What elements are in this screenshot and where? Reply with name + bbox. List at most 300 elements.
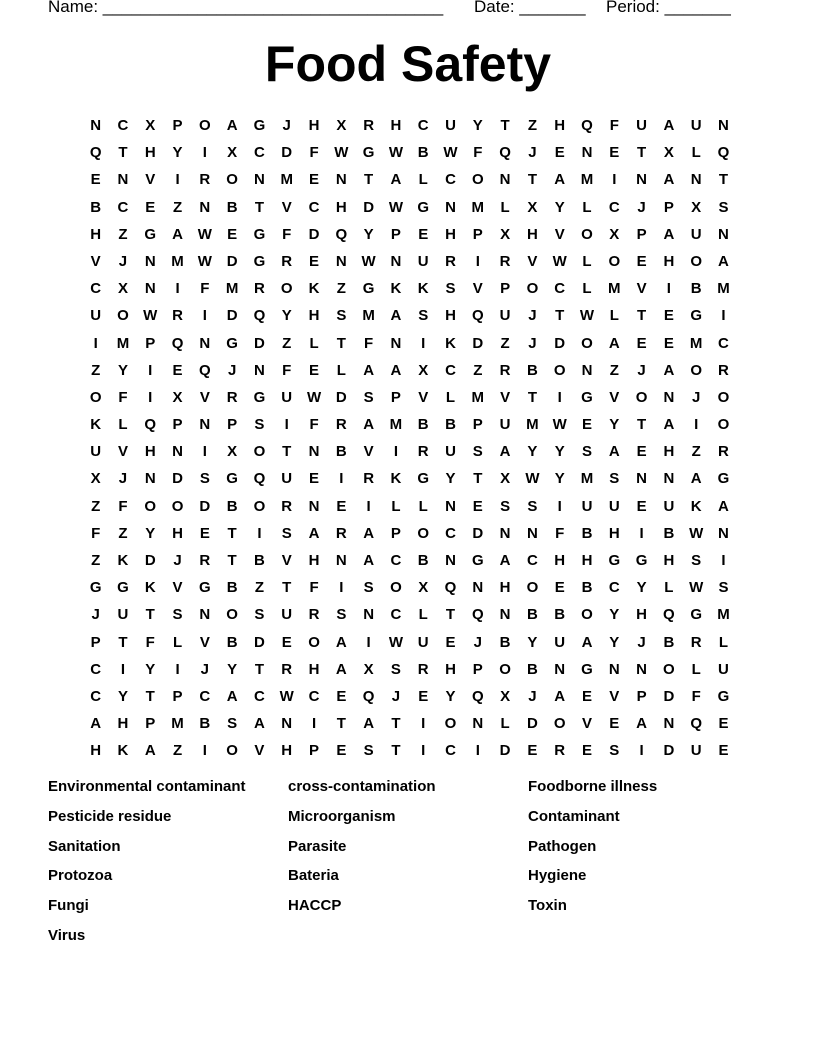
grid-letter: I [666,280,671,298]
grid-letter: V [609,388,620,406]
grid-letter: E [663,334,674,352]
grid-letter: T [637,307,647,325]
grid-letter: J [528,334,537,352]
grid-letter: O [526,579,539,597]
word-list-item: Pesticide residue [48,807,172,825]
grid-letter: X [363,660,374,678]
grid-letter: H [663,252,675,270]
grid-row [82,547,742,574]
grid-letter: C [554,280,566,298]
grid-letter: D [472,524,484,542]
letter-grid [82,112,742,765]
grid-letter: H [308,552,320,569]
grid-letter: D [472,334,484,352]
grid-letter: V [90,252,101,270]
grid-letter: U [90,443,102,461]
grid-letter: O [663,660,675,678]
grid-letter: A [390,171,402,189]
grid-letter: D [144,552,156,569]
grid-letter: C [117,198,129,216]
grid-letter: A [363,552,375,569]
grid-letter: N [199,334,211,352]
grid-letter: A [663,117,675,134]
grid-letter: U [417,252,429,270]
grid-letter: E [718,715,729,733]
grid-letter: F [473,144,483,162]
grid-letter: N [335,252,347,270]
grid-letter: Y [172,144,183,162]
grid-letter: K [117,552,129,569]
grid-letter: E [309,361,320,379]
grid-letter: Y [609,606,620,624]
grid-letter: E [554,579,565,597]
grid-letter: X [172,388,183,406]
grid-letter: A [663,225,675,243]
grid-letter: V [500,388,511,406]
word-list-item: Environmental contaminant [48,778,246,795]
grid-letter: E [609,144,620,162]
grid-letter: I [421,334,426,352]
grid-letter: N [308,443,320,461]
grid-letter: E [609,715,620,733]
grid-letter: T [391,715,401,733]
grid-letter: N [663,715,675,733]
grid-letter: D [663,687,675,705]
grid-letter: S [172,606,183,624]
grid-letter: U [90,307,102,325]
word-list-item: Virus [48,927,86,944]
grid-letter: U [281,606,293,624]
grid-letter: H [335,198,347,216]
grid-letter: L [172,633,183,651]
grid-letter: R [335,524,347,542]
grid-letter: Z [172,198,183,216]
grid-letter: Z [91,497,101,515]
grid-letter: M [526,416,539,434]
grid-letter: J [391,687,401,705]
grid-letter: T [555,307,565,325]
grid-letter: H [445,307,456,325]
grid-row [82,221,742,248]
grid-letter: Q [471,606,484,624]
grid-letter: C [445,361,456,379]
grid-letter: O [690,252,703,270]
grid-letter: W [579,307,595,325]
grid-letter: H [526,225,538,243]
grid-letter: L [609,307,619,325]
grid-letter: S [527,497,538,515]
grid-letter: L [118,416,128,434]
grid-letter: M [471,198,485,216]
grid-letter: A [144,742,156,760]
grid-letter: O [226,171,238,189]
grid-letter: Y [636,579,647,597]
grid-letter: T [282,443,292,461]
grid-letter: I [148,388,153,406]
grid-letter: O [581,606,593,624]
grid-letter: N [581,361,593,379]
grid-letter: C [90,687,102,705]
grid-letter: P [500,280,511,298]
grid-letter: N [254,171,265,189]
grid-letter: B [445,416,456,434]
grid-letter: G [362,280,375,298]
grid-letter: U [499,416,511,434]
grid-letter: I [612,171,617,189]
grid-letter: N [144,252,156,270]
grid-letter: C [390,606,402,624]
grid-letter: T [637,416,647,434]
grid-letter: H [445,660,456,678]
grid-row [82,302,742,329]
grid-letter: Q [253,307,266,325]
grid-letter: C [445,524,456,542]
grid-letter: B [581,524,593,542]
grid-letter: H [445,225,456,243]
grid-letter: E [636,497,647,515]
grid-letter: F [118,388,128,406]
grid-letter: Y [445,470,456,488]
grid-letter: N [363,606,375,624]
grid-letter: L [582,252,592,270]
grid-row [82,601,742,628]
grid-letter: T [254,660,265,678]
grid-letter: X [117,280,128,298]
grid-letter: N [718,117,729,134]
grid-letter: L [691,660,701,678]
grid-letter: C [308,198,320,216]
grid-letter: K [390,280,402,298]
grid-letter: I [202,144,207,162]
grid-letter: R [499,252,511,270]
grid-letter: B [554,606,566,624]
grid-letter: Y [281,307,292,325]
grid-letter: I [148,361,153,379]
grid-letter: B [254,552,265,569]
grid-letter: M [717,280,730,298]
grid-letter: O [581,225,593,243]
grid-letter: L [718,633,729,651]
grid-letter: R [554,742,566,760]
grid-letter: S [691,552,702,569]
grid-letter: G [117,579,129,597]
grid-letter: J [637,633,646,651]
grid-letter: E [281,633,292,651]
grid-letter: Y [527,633,538,651]
grid-letter: Q [253,470,266,488]
grid-letter: E [309,470,320,488]
grid-letter: A [390,361,402,379]
grid-letter: F [145,633,155,651]
grid-letter: F [91,524,101,542]
word-list-item: Contaminant [528,807,620,825]
grid-letter: O [144,497,157,515]
grid-letter: S [199,470,210,488]
grid-letter: T [227,524,237,542]
grid-letter: A [581,633,593,651]
grid-letter: J [528,307,537,325]
grid-letter: S [718,579,729,597]
grid-letter: A [390,307,402,325]
word-list-item: Fungi [48,897,89,915]
grid-letter: X [90,470,101,488]
grid-letter: A [554,171,566,189]
period-field-label: Period: _______ [606,0,731,16]
grid-letter: G [417,470,430,488]
grid-letter: G [199,579,211,597]
grid-letter: O [581,334,593,352]
grid-row [82,656,742,683]
grid-letter: E [636,443,647,461]
grid-letter: A [254,715,265,733]
grid-letter: N [445,497,456,515]
grid-letter: Q [199,361,211,379]
grid-letter: V [117,443,128,461]
grid-letter: O [308,633,320,651]
grid-letter: W [525,470,540,488]
grid-letter: L [500,198,510,216]
grid-letter: R [718,443,729,461]
grid-letter: W [306,388,322,406]
grid-letter: Y [117,361,128,379]
grid-letter: U [499,307,511,325]
grid-letter: C [718,334,729,352]
grid-letter: U [690,742,702,760]
grid-letter: S [390,660,401,678]
grid-letter: S [500,497,511,515]
grid-letter: K [445,334,456,352]
grid-letter: G [89,579,102,597]
grid-letter: C [445,171,456,189]
grid-letter: P [145,334,156,352]
grid-letter: P [172,416,183,434]
grid-letter: A [690,470,702,488]
grid-letter: I [421,742,426,760]
grid-letter: H [90,742,102,760]
grid-letter: P [172,117,183,134]
grid-letter: N [281,715,293,733]
grid-letter: D [254,633,265,651]
grid-letter: H [608,524,620,542]
grid-letter: N [499,524,511,542]
grid-letter: O [608,252,621,270]
grid-letter: U [281,388,293,406]
grid-letter: D [254,334,265,352]
grid-letter: B [417,416,429,434]
grid-letter: D [226,307,238,325]
grid-letter: R [281,660,293,678]
grid-letter: A [718,252,729,270]
grid-row [82,683,742,710]
grid-letter: E [445,633,456,651]
grid-letter: Q [663,606,675,624]
grid-letter: Q [499,144,511,162]
grid-letter: I [475,252,480,270]
grid-letter: G [581,660,593,678]
grid-letter: I [366,497,371,515]
grid-letter: B [226,579,238,597]
grid-letter: V [609,687,620,705]
grid-letter: N [90,117,102,134]
grid-letter: I [557,497,562,515]
grid-letter: E [718,742,729,760]
grid-letter: O [717,416,730,434]
grid-letter: W [334,144,349,162]
grid-letter: F [309,416,319,434]
grid-letter: O [89,388,102,406]
grid-row [82,493,742,520]
grid-letter: J [118,470,128,488]
grid-letter: J [528,144,537,162]
grid-letter: R [363,470,375,488]
grid-letter: K [308,280,320,298]
grid-letter: B [526,660,538,678]
grid-letter: E [199,524,210,542]
grid-letter: B [199,715,211,733]
grid-letter: G [581,388,593,406]
grid-letter: R [308,606,320,624]
grid-letter: W [197,252,212,270]
grid-letter: N [199,416,211,434]
grid-letter: D [199,497,211,515]
grid-letter: D [663,742,675,760]
grid-letter: K [144,579,156,597]
grid-letter: T [282,579,292,597]
grid-letter: B [690,280,702,298]
grid-letter: L [391,497,401,515]
grid-letter: I [421,715,426,733]
grid-letter: E [418,225,429,243]
grid-letter: I [721,552,726,569]
grid-letter: U [718,660,729,678]
grid-letter: Z [473,361,483,379]
grid-letter: P [390,225,401,243]
grid-letter: J [528,687,537,705]
grid-letter: S [336,307,347,325]
grid-letter: C [90,660,102,678]
grid-letter: R [254,280,265,298]
grid-letter: C [608,579,620,597]
grid-letter: O [390,579,402,597]
grid-letter: W [279,687,294,705]
grid-letter: G [635,552,648,569]
grid-letter: I [257,524,262,542]
grid-letter: R [718,361,729,379]
grid-letter: C [199,687,211,705]
grid-letter: H [172,524,183,542]
grid-letter: D [226,252,238,270]
grid-letter: L [336,361,346,379]
grid-letter: O [417,524,430,542]
grid-letter: M [389,416,403,434]
grid-letter: F [118,497,128,515]
grid-letter: D [554,334,566,352]
grid-letter: Z [609,361,619,379]
grid-letter: E [663,307,674,325]
grid-letter: B [663,524,675,542]
grid-letter: F [200,280,210,298]
grid-letter: M [580,171,594,189]
grid-letter: C [254,687,265,705]
grid-letter: F [309,579,319,597]
grid-letter: S [363,579,374,597]
grid-letter: A [663,416,675,434]
grid-letter: I [175,660,180,678]
grid-letter: J [118,252,128,270]
grid-letter: K [690,497,702,515]
grid-letter: A [663,171,675,189]
grid-letter: O [553,715,566,733]
grid-letter: F [282,225,292,243]
grid-letter: N [199,198,211,216]
grid-letter: B [226,497,238,515]
grid-letter: T [527,388,537,406]
grid-letter: O [253,497,266,515]
grid-letter: H [90,225,102,243]
grid-letter: E [172,361,183,379]
grid-letter: J [173,552,182,569]
grid-letter: I [311,715,317,733]
grid-row [82,384,742,411]
date-field-label: Date: _______ [474,0,586,16]
grid-letter: Q [144,416,157,434]
grid-letter: J [227,361,237,379]
grid-letter: L [445,388,456,406]
grid-letter: Z [282,334,292,352]
grid-letter: M [471,388,485,406]
grid-letter: O [553,361,566,379]
grid-letter: H [281,742,293,760]
grid-letter: T [336,715,346,733]
grid-letter: X [500,225,511,243]
grid-letter: A [608,334,620,352]
grid-letter: E [227,225,238,243]
grid-letter: M [717,606,730,624]
grid-letter: D [499,742,511,760]
grid-letter: E [336,687,347,705]
grid-letter: Z [91,361,101,379]
grid-row [82,438,742,465]
header-fields [48,0,748,19]
grid-letter: Q [89,144,102,162]
word-list-item: HACCP [288,897,342,915]
grid-letter: L [418,497,428,515]
grid-letter: I [93,334,98,352]
grid-letter: E [636,334,647,352]
name-field-label: Name: ____________________________________ [48,0,444,16]
grid-letter: R [417,443,429,461]
grid-letter: E [309,171,320,189]
grid-letter: X [527,198,538,216]
grid-letter: H [390,117,402,134]
grid-letter: N [690,171,702,189]
grid-letter: G [144,225,157,243]
grid-letter: K [390,470,402,488]
grid-letter: S [718,198,729,216]
grid-letter: H [308,307,320,325]
grid-letter: O [717,388,730,406]
grid-letter: U [117,606,129,624]
grid-letter: N [718,524,729,542]
grid-letter: J [637,361,646,379]
grid-letter: S [281,524,292,542]
grid-letter: E [636,252,647,270]
grid-row [82,520,742,547]
grid-letter: E [418,687,429,705]
grid-letter: T [118,144,128,162]
grid-letter: O [226,606,238,624]
grid-letter: W [143,307,158,325]
